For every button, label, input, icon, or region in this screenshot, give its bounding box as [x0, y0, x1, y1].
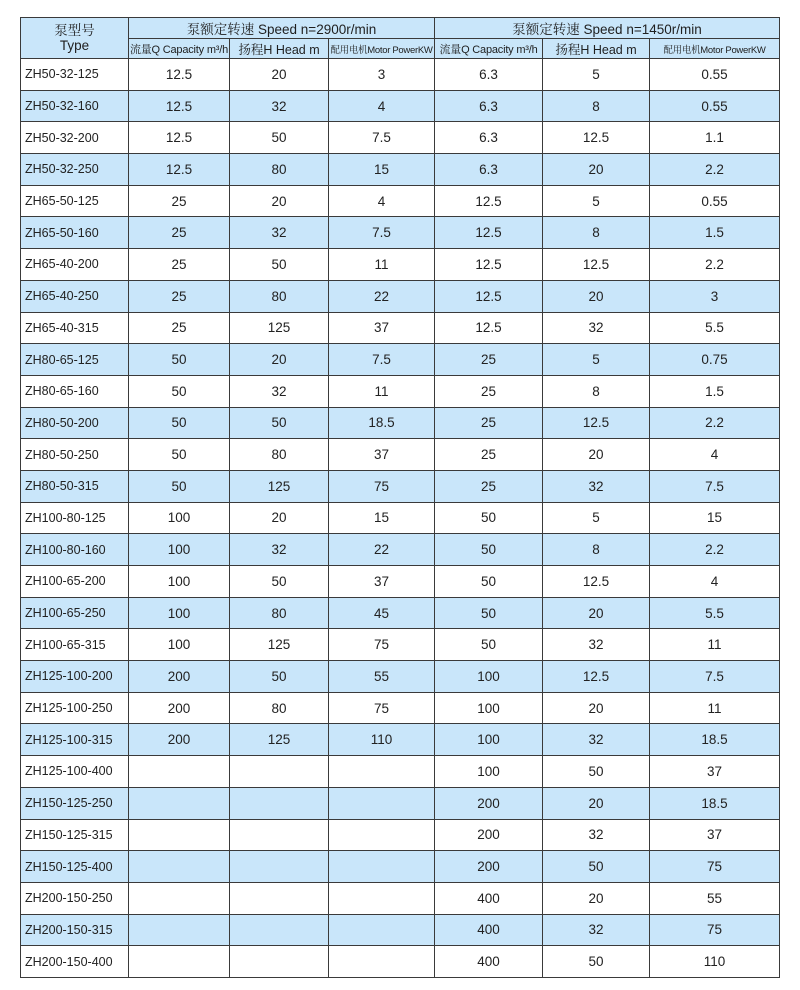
capacity-2900-cell: 100 — [129, 534, 230, 566]
capacity-1450-cell: 25 — [435, 470, 543, 502]
motor-power-1450-cell: 1.5 — [650, 375, 780, 407]
head-2900-cell: 50 — [230, 249, 329, 281]
motor-power-1450-header: 配用电机Motor PowerKW — [650, 39, 780, 59]
capacity-2900-cell: 200 — [129, 661, 230, 693]
head-1450-cell: 32 — [543, 312, 650, 344]
table-row — [21, 819, 780, 851]
head-2900-cell — [230, 851, 329, 883]
motor-power-1450-cell: 5.5 — [650, 597, 780, 629]
capacity-2900-cell — [129, 946, 230, 978]
head-2900-cell: 80 — [230, 597, 329, 629]
motor-power-2900-cell: 15 — [329, 502, 435, 534]
motor-power-2900-cell: 7.5 — [329, 344, 435, 376]
motor-power-2900-cell: 75 — [329, 629, 435, 661]
head-2900-cell: 125 — [230, 470, 329, 502]
type-cell: ZH125-100-250 — [21, 692, 129, 724]
capacity-1450-cell: 100 — [435, 692, 543, 724]
capacity-2900-cell: 50 — [129, 470, 230, 502]
capacity-2900-cell: 100 — [129, 629, 230, 661]
motor-power-1450-cell: 75 — [650, 851, 780, 883]
type-cell: ZH50-32-200 — [21, 122, 129, 154]
capacity-2900-cell: 12.5 — [129, 154, 230, 186]
type-cell: ZH100-65-250 — [21, 597, 129, 629]
table-row — [21, 724, 780, 756]
capacity-1450-cell: 200 — [435, 851, 543, 883]
capacity-2900-cell: 25 — [129, 249, 230, 281]
capacity-2900-cell — [129, 756, 230, 788]
capacity-1450-cell: 50 — [435, 502, 543, 534]
capacity-1450-cell: 12.5 — [435, 249, 543, 281]
table-row — [21, 756, 780, 788]
capacity-1450-cell: 25 — [435, 439, 543, 471]
head-2900-cell: 125 — [230, 312, 329, 344]
head-1450-cell: 8 — [543, 90, 650, 122]
capacity-1450-cell: 6.3 — [435, 154, 543, 186]
head-1450-cell: 50 — [543, 946, 650, 978]
type-cell: ZH50-32-125 — [21, 59, 129, 91]
capacity-2900-cell: 25 — [129, 280, 230, 312]
capacity-1450-cell: 25 — [435, 375, 543, 407]
table-row — [21, 787, 780, 819]
motor-power-1450-cell: 37 — [650, 756, 780, 788]
motor-power-1450-cell: 1.1 — [650, 122, 780, 154]
motor-power-2900-cell: 75 — [329, 470, 435, 502]
head-1450-cell: 32 — [543, 629, 650, 661]
table-row — [21, 185, 780, 217]
table-row — [21, 566, 780, 598]
capacity-2900-cell: 12.5 — [129, 122, 230, 154]
capacity-2900-cell — [129, 882, 230, 914]
capacity-2900-cell — [129, 914, 230, 946]
head-1450-cell: 20 — [543, 154, 650, 186]
head-2900-cell — [230, 946, 329, 978]
motor-power-1450-cell: 18.5 — [650, 724, 780, 756]
capacity-2900-header: 流量Q Capacity m³/h — [129, 39, 230, 59]
head-2900-cell: 32 — [230, 375, 329, 407]
table-row — [21, 502, 780, 534]
head-1450-cell: 50 — [543, 756, 650, 788]
table-row — [21, 217, 780, 249]
head-1450-cell: 32 — [543, 724, 650, 756]
type-cell: ZH100-65-315 — [21, 629, 129, 661]
motor-power-1450-cell: 110 — [650, 946, 780, 978]
type-cell: ZH125-100-200 — [21, 661, 129, 693]
type-cell: ZH80-65-160 — [21, 375, 129, 407]
type-column-header — [21, 18, 129, 59]
head-1450-cell: 20 — [543, 787, 650, 819]
table-row — [21, 375, 780, 407]
capacity-1450-cell: 50 — [435, 597, 543, 629]
motor-power-1450-cell: 11 — [650, 629, 780, 661]
motor-power-1450-cell: 1.5 — [650, 217, 780, 249]
motor-power-2900-cell: 75 — [329, 692, 435, 724]
head-2900-cell: 125 — [230, 629, 329, 661]
capacity-2900-cell: 50 — [129, 407, 230, 439]
head-1450-cell: 5 — [543, 344, 650, 376]
head-2900-cell: 80 — [230, 439, 329, 471]
head-1450-cell: 50 — [543, 851, 650, 883]
motor-power-1450-cell: 3 — [650, 280, 780, 312]
motor-power-1450-cell: 15 — [650, 502, 780, 534]
motor-power-2900-header: 配用电机Motor PowerKW — [329, 39, 435, 59]
head-2900-cell — [230, 787, 329, 819]
motor-power-1450-cell: 4 — [650, 439, 780, 471]
capacity-1450-cell: 25 — [435, 344, 543, 376]
capacity-1450-cell: 12.5 — [435, 217, 543, 249]
capacity-2900-cell: 50 — [129, 439, 230, 471]
type-cell: ZH200-150-250 — [21, 882, 129, 914]
motor-power-1450-cell: 0.75 — [650, 344, 780, 376]
motor-power-2900-cell: 22 — [329, 534, 435, 566]
type-cell: ZH65-40-200 — [21, 249, 129, 281]
motor-power-1450-cell: 0.55 — [650, 90, 780, 122]
capacity-1450-cell: 100 — [435, 756, 543, 788]
type-cell: ZH50-32-160 — [21, 90, 129, 122]
motor-power-2900-cell: 45 — [329, 597, 435, 629]
capacity-2900-cell: 100 — [129, 597, 230, 629]
capacity-2900-cell — [129, 787, 230, 819]
type-cell: ZH80-50-315 — [21, 470, 129, 502]
motor-power-1450-cell: 7.5 — [650, 470, 780, 502]
table-row — [21, 661, 780, 693]
motor-power-2900-cell: 11 — [329, 249, 435, 281]
motor-power-1450-cell: 2.2 — [650, 407, 780, 439]
capacity-2900-cell: 200 — [129, 724, 230, 756]
capacity-1450-cell: 12.5 — [435, 312, 543, 344]
head-1450-cell: 20 — [543, 280, 650, 312]
motor-power-2900-cell: 3 — [329, 59, 435, 91]
motor-power-1450-cell: 0.55 — [650, 185, 780, 217]
type-cell: ZH125-100-400 — [21, 756, 129, 788]
capacity-1450-cell: 100 — [435, 724, 543, 756]
motor-power-2900-cell: 7.5 — [329, 122, 435, 154]
table-row — [21, 249, 780, 281]
table-row — [21, 439, 780, 471]
motor-power-2900-cell — [329, 914, 435, 946]
capacity-1450-cell: 50 — [435, 534, 543, 566]
table-row — [21, 534, 780, 566]
capacity-2900-cell: 12.5 — [129, 90, 230, 122]
table-row — [21, 470, 780, 502]
head-1450-cell: 12.5 — [543, 249, 650, 281]
head-2900-header: 扬程H Head m — [230, 39, 329, 59]
type-cell: ZH100-80-160 — [21, 534, 129, 566]
head-2900-cell: 32 — [230, 534, 329, 566]
motor-power-2900-cell: 110 — [329, 724, 435, 756]
capacity-2900-cell — [129, 851, 230, 883]
head-2900-cell: 20 — [230, 59, 329, 91]
speed-2900-group-header: 泵额定转速 Speed n=2900r/min — [129, 18, 435, 39]
capacity-1450-cell: 100 — [435, 661, 543, 693]
head-1450-cell: 8 — [543, 375, 650, 407]
head-1450-cell: 12.5 — [543, 566, 650, 598]
capacity-2900-cell: 50 — [129, 375, 230, 407]
motor-power-2900-cell: 37 — [329, 439, 435, 471]
table-body — [21, 59, 780, 978]
type-cell: ZH150-125-315 — [21, 819, 129, 851]
type-header-cn: 泵型号 — [54, 23, 95, 38]
head-1450-cell: 20 — [543, 439, 650, 471]
capacity-1450-cell: 200 — [435, 819, 543, 851]
head-2900-cell: 50 — [230, 122, 329, 154]
table-row — [21, 407, 780, 439]
capacity-1450-cell: 12.5 — [435, 280, 543, 312]
table-row — [21, 154, 780, 186]
head-1450-cell: 32 — [543, 470, 650, 502]
speed-1450-group-header: 泵额定转速 Speed n=1450r/min — [435, 18, 780, 39]
type-cell: ZH100-65-200 — [21, 566, 129, 598]
motor-power-2900-cell: 11 — [329, 375, 435, 407]
motor-power-2900-cell: 37 — [329, 312, 435, 344]
pump-spec-sheet — [20, 17, 779, 978]
head-2900-cell: 32 — [230, 217, 329, 249]
motor-power-2900-cell: 55 — [329, 661, 435, 693]
head-1450-cell: 8 — [543, 534, 650, 566]
type-header-en: Type — [59, 38, 90, 53]
table-row — [21, 692, 780, 724]
head-2900-cell: 20 — [230, 502, 329, 534]
type-cell: ZH80-50-200 — [21, 407, 129, 439]
capacity-2900-cell: 100 — [129, 566, 230, 598]
head-2900-cell: 50 — [230, 566, 329, 598]
head-2900-cell: 80 — [230, 280, 329, 312]
capacity-1450-cell: 6.3 — [435, 122, 543, 154]
head-2900-cell: 80 — [230, 154, 329, 186]
head-1450-cell: 20 — [543, 597, 650, 629]
table-row — [21, 914, 780, 946]
type-cell: ZH65-40-250 — [21, 280, 129, 312]
head-1450-cell: 32 — [543, 819, 650, 851]
head-1450-cell: 5 — [543, 502, 650, 534]
type-cell: ZH150-125-400 — [21, 851, 129, 883]
motor-power-1450-cell: 11 — [650, 692, 780, 724]
table-row — [21, 280, 780, 312]
capacity-1450-cell: 6.3 — [435, 90, 543, 122]
motor-power-1450-cell: 37 — [650, 819, 780, 851]
motor-power-2900-cell: 18.5 — [329, 407, 435, 439]
head-2900-cell: 20 — [230, 344, 329, 376]
capacity-1450-cell: 50 — [435, 629, 543, 661]
head-1450-cell: 20 — [543, 882, 650, 914]
capacity-1450-cell: 400 — [435, 914, 543, 946]
type-cell: ZH65-50-125 — [21, 185, 129, 217]
capacity-2900-cell: 25 — [129, 217, 230, 249]
motor-power-1450-cell: 4 — [650, 566, 780, 598]
head-2900-cell — [230, 756, 329, 788]
head-1450-cell: 5 — [543, 59, 650, 91]
table-row — [21, 59, 780, 91]
type-cell: ZH50-32-250 — [21, 154, 129, 186]
capacity-2900-cell: 12.5 — [129, 59, 230, 91]
head-1450-cell: 32 — [543, 914, 650, 946]
motor-power-1450-cell: 75 — [650, 914, 780, 946]
head-2900-cell — [230, 819, 329, 851]
head-2900-cell: 50 — [230, 407, 329, 439]
capacity-2900-cell: 100 — [129, 502, 230, 534]
table-row — [21, 344, 780, 376]
capacity-2900-cell: 200 — [129, 692, 230, 724]
motor-power-1450-cell: 7.5 — [650, 661, 780, 693]
capacity-1450-cell: 200 — [435, 787, 543, 819]
capacity-2900-cell: 25 — [129, 312, 230, 344]
type-cell: ZH200-150-315 — [21, 914, 129, 946]
capacity-1450-cell: 50 — [435, 566, 543, 598]
head-1450-cell: 5 — [543, 185, 650, 217]
motor-power-1450-cell: 2.2 — [650, 534, 780, 566]
table-header — [21, 18, 780, 59]
type-cell: ZH200-150-400 — [21, 946, 129, 978]
head-1450-cell: 12.5 — [543, 122, 650, 154]
table-row — [21, 597, 780, 629]
type-cell: ZH80-50-250 — [21, 439, 129, 471]
type-cell: ZH80-65-125 — [21, 344, 129, 376]
head-1450-cell: 20 — [543, 692, 650, 724]
motor-power-2900-cell: 15 — [329, 154, 435, 186]
capacity-2900-cell: 25 — [129, 185, 230, 217]
head-1450-cell: 8 — [543, 217, 650, 249]
motor-power-2900-cell: 4 — [329, 90, 435, 122]
motor-power-2900-cell: 37 — [329, 566, 435, 598]
capacity-1450-cell: 400 — [435, 946, 543, 978]
motor-power-2900-cell — [329, 756, 435, 788]
head-1450-header: 扬程H Head m — [543, 39, 650, 59]
table-row — [21, 122, 780, 154]
table-row — [21, 882, 780, 914]
head-1450-cell: 12.5 — [543, 407, 650, 439]
motor-power-2900-cell: 7.5 — [329, 217, 435, 249]
table-row — [21, 312, 780, 344]
motor-power-1450-cell: 2.2 — [650, 154, 780, 186]
table-row — [21, 90, 780, 122]
motor-power-1450-cell: 0.55 — [650, 59, 780, 91]
motor-power-1450-cell: 18.5 — [650, 787, 780, 819]
capacity-2900-cell — [129, 819, 230, 851]
head-2900-cell: 80 — [230, 692, 329, 724]
motor-power-1450-cell: 2.2 — [650, 249, 780, 281]
head-2900-cell — [230, 914, 329, 946]
motor-power-2900-cell — [329, 787, 435, 819]
table-row — [21, 629, 780, 661]
type-cell: ZH100-80-125 — [21, 502, 129, 534]
motor-power-1450-cell: 5.5 — [650, 312, 780, 344]
head-2900-cell — [230, 882, 329, 914]
type-cell: ZH125-100-315 — [21, 724, 129, 756]
motor-power-1450-cell: 55 — [650, 882, 780, 914]
type-cell: ZH65-40-315 — [21, 312, 129, 344]
motor-power-2900-cell — [329, 851, 435, 883]
capacity-1450-header: 流量Q Capacity m³/h — [435, 39, 543, 59]
head-1450-cell: 12.5 — [543, 661, 650, 693]
head-2900-cell: 50 — [230, 661, 329, 693]
motor-power-2900-cell: 22 — [329, 280, 435, 312]
capacity-2900-cell: 50 — [129, 344, 230, 376]
motor-power-2900-cell — [329, 882, 435, 914]
head-2900-cell: 20 — [230, 185, 329, 217]
capacity-1450-cell: 25 — [435, 407, 543, 439]
capacity-1450-cell: 12.5 — [435, 185, 543, 217]
table-row — [21, 946, 780, 978]
capacity-1450-cell: 400 — [435, 882, 543, 914]
type-cell: ZH150-125-250 — [21, 787, 129, 819]
head-2900-cell: 125 — [230, 724, 329, 756]
motor-power-2900-cell — [329, 819, 435, 851]
motor-power-2900-cell — [329, 946, 435, 978]
head-2900-cell: 32 — [230, 90, 329, 122]
type-cell: ZH65-50-160 — [21, 217, 129, 249]
capacity-1450-cell: 6.3 — [435, 59, 543, 91]
pump-performance-table — [20, 17, 780, 978]
table-row — [21, 851, 780, 883]
motor-power-2900-cell: 4 — [329, 185, 435, 217]
